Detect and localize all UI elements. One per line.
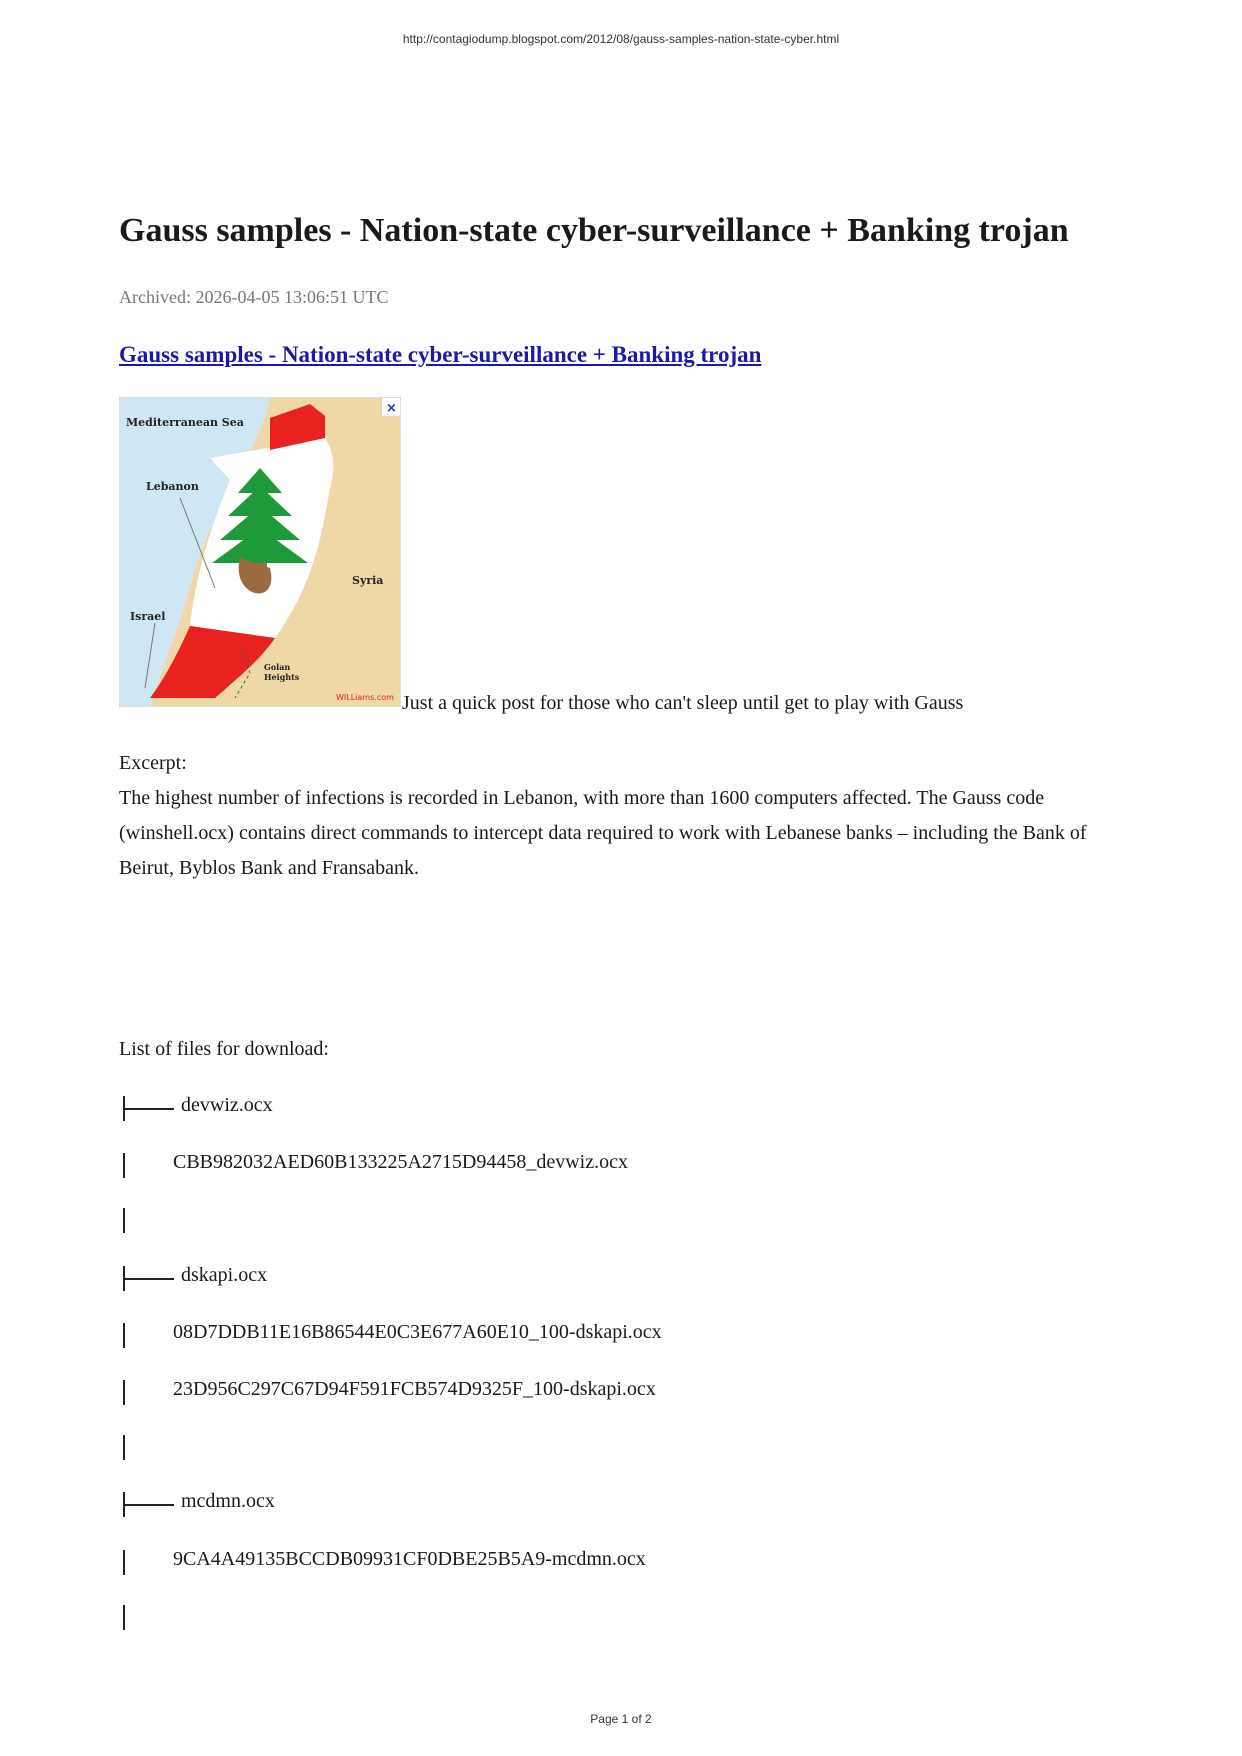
post-title-link[interactable]: Gauss samples - Nation-state cyber-surveillance + Banking trojan: [119, 342, 762, 367]
lebanon-map-image: [119, 397, 401, 707]
tree-branch: [123, 1504, 174, 1506]
tree-folder-name: dskapi.ocx: [181, 1264, 268, 1286]
map-label-israel: Israel: [130, 610, 166, 623]
file-name: 23D956C297C67D94F591FCB574D9325F_100-dskapi.ocx: [173, 1378, 656, 1400]
file-name: 9CA4A49135BCCDB09931CF0DBE25B5A9-mcdmn.ocx: [173, 1548, 646, 1570]
tree-connector: [123, 1153, 125, 1178]
archived-timestamp: Archived: 2026-04-05 13:06:51 UTC: [119, 287, 389, 307]
map-label-golan-1: Golan: [264, 662, 291, 672]
tree-branch: [123, 1278, 174, 1280]
map-label-golan-2: Heights: [264, 672, 300, 682]
image-caption: Just a quick post for those who can't sleep until get to play with Gauss: [402, 692, 964, 714]
tree-folder-name: mcdmn.ocx: [181, 1490, 275, 1512]
map-credit: WILLiams.com: [336, 693, 394, 702]
map-label-lebanon: Lebanon: [146, 480, 199, 493]
tree-connector: [123, 1208, 125, 1233]
excerpt: [119, 746, 1129, 886]
page-title: Gauss samples - Nation-state cyber-surveillance + Banking trojan: [119, 212, 1069, 249]
page-source-url: http://contagiodump.blogspot.com/2012/08/gauss-samples-nation-state-cyber.html: [402, 32, 840, 46]
tree-connector: [123, 1323, 125, 1348]
excerpt-text: The highest number of infections is recorded in Lebanon, with more than 1600 computers affected. The Gauss code (winshell.ocx) contains direct commands to intercept data required to work with Lebanese banks – including the Bank of Beirut, Byblos Bank and Fransabank.: [119, 787, 1087, 879]
files-heading: List of files for download:: [119, 1038, 329, 1060]
map-label-sea: Mediterranean Sea: [126, 416, 244, 429]
map-label-syria: Syria: [352, 574, 384, 587]
file-name: CBB982032AED60B133225A2715D94458_devwiz.ocx: [173, 1151, 628, 1173]
tree-connector: [123, 1380, 125, 1405]
tree-connector: [123, 1605, 125, 1630]
file-name: 08D7DDB11E16B86544E0C3E677A60E10_100-dskapi.ocx: [173, 1321, 662, 1343]
excerpt-label: Excerpt:: [119, 752, 187, 774]
page-number: Page 1 of 2: [590, 1712, 652, 1726]
tree-folder-name: devwiz.ocx: [181, 1094, 273, 1116]
tree-connector: [123, 1550, 125, 1575]
tree-branch: [123, 1108, 174, 1110]
tree-connector: [123, 1435, 125, 1460]
close-icon[interactable]: ×: [386, 401, 397, 416]
